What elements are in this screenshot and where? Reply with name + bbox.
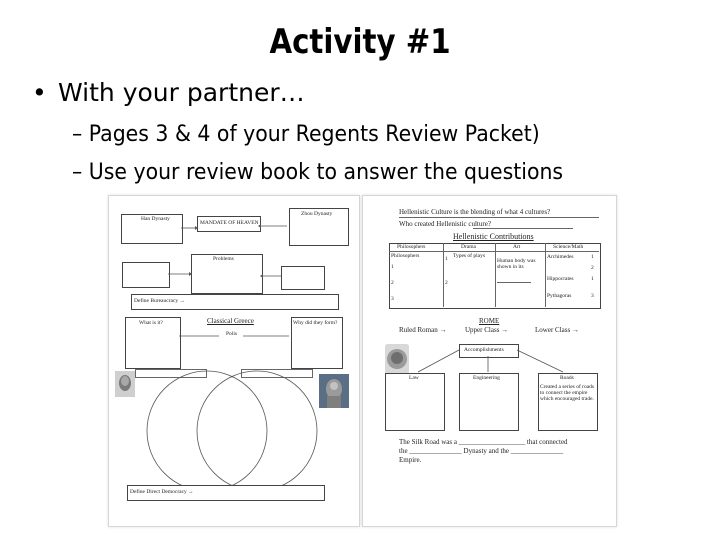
types-of-plays: Types of plays [453,253,485,259]
ruled-roman-label: Ruled Roman → [399,326,447,334]
hellenistic-question-2: Who created Hellenistic culture? [399,220,491,228]
roads-text-2: to connect the empire [540,390,588,396]
rome-heading: ROME [479,317,500,325]
roads-label: Roads [560,375,574,381]
philosopher-num-2: 2 [391,280,394,286]
col-header-philosophers: Philosophers [397,244,426,250]
science-num-2: 2 [591,265,594,271]
why-form-label: Why did they form? [293,320,338,326]
bullet-text: With your partner… [58,78,305,107]
pythagoras-cell: Pythagoras [547,293,572,299]
sub-item-packet: – Pages 3 & 4 of your Regents Review Packet) [72,122,540,147]
sub-item-review-book: – Use your review book to answer the questions [72,160,564,185]
hippocrates-cell: Hippocrates [547,276,574,282]
drama-num-1: 1 [445,256,448,262]
philosopher-num-3: 3 [391,296,394,302]
human-body-cell: Human body was shown in its [497,258,536,270]
han-label: Han Dynasty [141,216,170,222]
left-page-diagram-lines [109,196,359,526]
classical-greece-heading: Classical Greece [207,317,254,325]
science-num-4: 3 [591,293,594,299]
roads-text-1: Created a series of roads [540,384,595,390]
hellenistic-question-1: Hellenistic Culture is the blending of what 4 cultures? [399,208,551,216]
zhou-label: Zhou Dynasty [301,211,333,217]
col-header-drama: Drama [461,244,476,250]
what-is-it-label: What is it? [139,320,163,326]
col-header-art: Art [513,244,521,250]
col-header-science: Science/Math [553,244,584,250]
bullet-symbol: • [32,78,47,107]
science-num-1: 1 [591,254,594,260]
sparta-circle [197,371,317,491]
worksheet-page-left [108,195,360,527]
define-bureaucracy: Define Bureaucracy → [134,298,186,304]
roads-text-3: which encouraged trade. [540,396,594,402]
right-page-diagram-lines [363,196,616,526]
law-label: Law [409,375,419,381]
athens-circle [147,371,267,491]
bullet-point [32,78,305,107]
problems-label: Problems [213,256,234,262]
silk-road-line-2: the _______________ Dynasty and the _______________ [399,447,564,455]
lower-class-label: Lower Class → [535,326,579,334]
polis-label: Polis [226,331,238,337]
mandate-label: MANDATE OF HEAVEN [200,220,259,226]
contributions-heading: Hellenistic Contributions [453,232,534,241]
silk-road-line-3: Empire. [399,456,422,464]
philosophers-cell: Philosophers [391,253,420,259]
accomplishments-label: Accomplishments [464,347,504,353]
science-num-3: 1 [591,276,594,282]
slide-title: Activity #1 [269,22,451,62]
worksheet-page-right [362,195,617,527]
upper-class-label: Upper Class → [465,326,509,334]
philosopher-num-1: 1 [391,264,394,270]
drama-num-2: 2 [445,280,448,286]
engineering-label: Engineering [473,375,500,381]
archimedes-cell: Archimedes [547,254,574,260]
silk-road-line-1: The Silk Road was a ___________________ that connected [399,438,568,446]
define-direct-democracy: Define Direct Democracy → [130,489,194,495]
